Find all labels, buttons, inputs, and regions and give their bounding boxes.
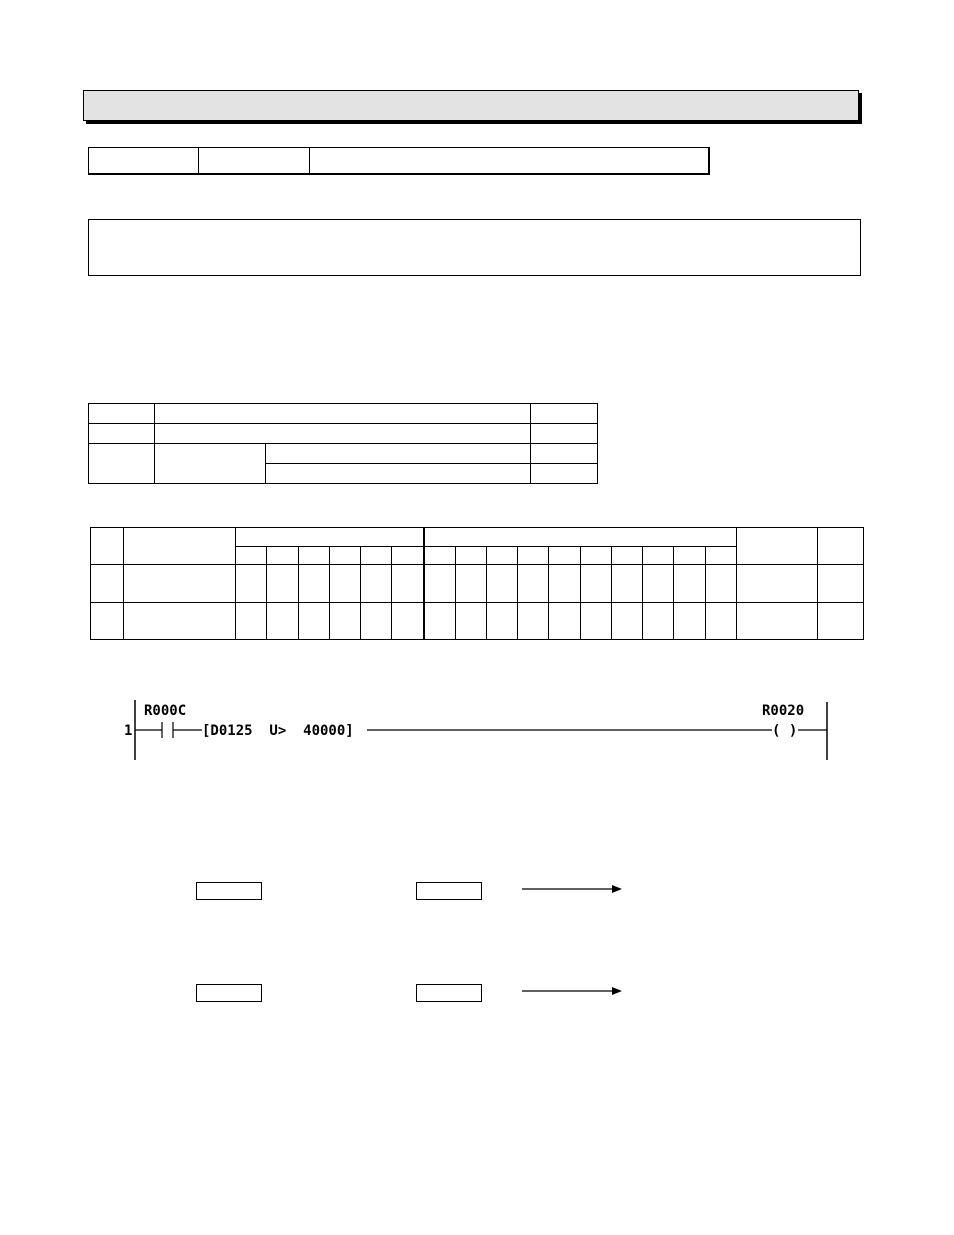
spec-value-cell xyxy=(155,404,531,424)
io-cell xyxy=(298,565,329,603)
normally-open-contact-icon xyxy=(162,722,173,738)
io-cell xyxy=(518,603,549,640)
format-box xyxy=(88,219,861,276)
io-cell xyxy=(361,565,392,603)
io-cell xyxy=(298,603,329,640)
io-cell xyxy=(91,565,124,603)
io-cell xyxy=(361,603,392,640)
io-subheader-cell xyxy=(549,547,580,565)
io-subheader-cell xyxy=(580,547,611,565)
io-cell xyxy=(267,603,298,640)
rung-number: 1 xyxy=(124,723,133,739)
io-cell xyxy=(455,603,486,640)
io-cell xyxy=(424,565,455,603)
io-cell xyxy=(643,565,674,603)
io-cell xyxy=(267,565,298,603)
table-row xyxy=(91,565,864,603)
io-cell xyxy=(392,603,424,640)
spec-extra-cell xyxy=(531,424,598,444)
io-cell xyxy=(455,565,486,603)
io-cell xyxy=(236,565,267,603)
io-subheader-cell xyxy=(674,547,705,565)
spec-subgroup-cell xyxy=(155,444,266,484)
io-cell xyxy=(486,565,517,603)
result-arrow-icon xyxy=(522,984,624,998)
io-cell xyxy=(674,603,705,640)
io-cell xyxy=(518,565,549,603)
coil-address: R0020 xyxy=(762,703,805,719)
io-header-number xyxy=(91,528,124,565)
spec-extra-cell xyxy=(531,444,598,464)
io-cell xyxy=(705,565,736,603)
io-subheader-cell xyxy=(611,547,642,565)
result-arrow-icon xyxy=(522,882,624,896)
io-subheader-cell xyxy=(361,547,392,565)
io-cell xyxy=(486,603,517,640)
io-header-constant xyxy=(736,528,817,565)
io-cell xyxy=(611,603,642,640)
io-subheader-cell xyxy=(392,547,424,565)
table-row xyxy=(91,603,864,640)
io-subheader-cell xyxy=(455,547,486,565)
io-cell xyxy=(643,603,674,640)
io-cell xyxy=(236,603,267,640)
section-title-bar xyxy=(83,90,859,121)
spec-label-cell xyxy=(89,404,155,424)
io-subheader-cell xyxy=(705,547,736,565)
header-cell-name xyxy=(199,148,310,175)
io-cell xyxy=(124,565,236,603)
io-header-bit-group xyxy=(236,528,424,547)
io-cell xyxy=(705,603,736,640)
io-cell xyxy=(580,565,611,603)
header-cell-description xyxy=(310,148,709,175)
example-box-1a xyxy=(196,882,262,900)
ladder-diagram xyxy=(110,690,840,765)
io-cell xyxy=(817,603,863,640)
spec-extra-cell xyxy=(531,464,598,484)
io-cell xyxy=(91,603,124,640)
io-cell xyxy=(392,565,424,603)
io-cell xyxy=(549,603,580,640)
compare-expression: [D0125 U> 40000] xyxy=(202,723,354,739)
io-cell xyxy=(580,603,611,640)
spec-value-cell xyxy=(266,444,531,464)
specification-table xyxy=(88,403,598,484)
io-subheader-cell xyxy=(643,547,674,565)
io-subheader-cell xyxy=(267,547,298,565)
io-subheader-cell xyxy=(486,547,517,565)
io-cell xyxy=(817,565,863,603)
instruction-header-table xyxy=(88,147,710,175)
spec-extra-cell xyxy=(531,404,598,424)
spec-value-cell xyxy=(266,464,531,484)
io-header-index xyxy=(817,528,863,565)
io-subheader-cell xyxy=(518,547,549,565)
io-cell xyxy=(424,603,455,640)
io-subheader-cell xyxy=(329,547,360,565)
usable-io-table xyxy=(90,527,864,640)
example-box-1b xyxy=(416,882,482,900)
io-header-parameter xyxy=(124,528,236,565)
spec-label-cell xyxy=(89,444,155,484)
io-subheader-cell xyxy=(424,547,455,565)
io-cell xyxy=(549,565,580,603)
io-subheader-cell xyxy=(298,547,329,565)
example-box-2b xyxy=(416,984,482,1002)
io-cell xyxy=(329,565,360,603)
io-cell xyxy=(611,565,642,603)
contact-address: R000C xyxy=(144,703,187,719)
io-cell xyxy=(329,603,360,640)
io-header-word-group xyxy=(424,528,736,547)
example-box-2a xyxy=(196,984,262,1002)
output-coil-icon: ( ) xyxy=(772,723,798,739)
io-cell xyxy=(736,603,817,640)
header-cell-classification xyxy=(89,148,199,175)
io-cell xyxy=(736,565,817,603)
io-cell xyxy=(674,565,705,603)
spec-value-cell xyxy=(155,424,531,444)
io-cell xyxy=(124,603,236,640)
io-subheader-cell xyxy=(236,547,267,565)
spec-label-cell xyxy=(89,424,155,444)
